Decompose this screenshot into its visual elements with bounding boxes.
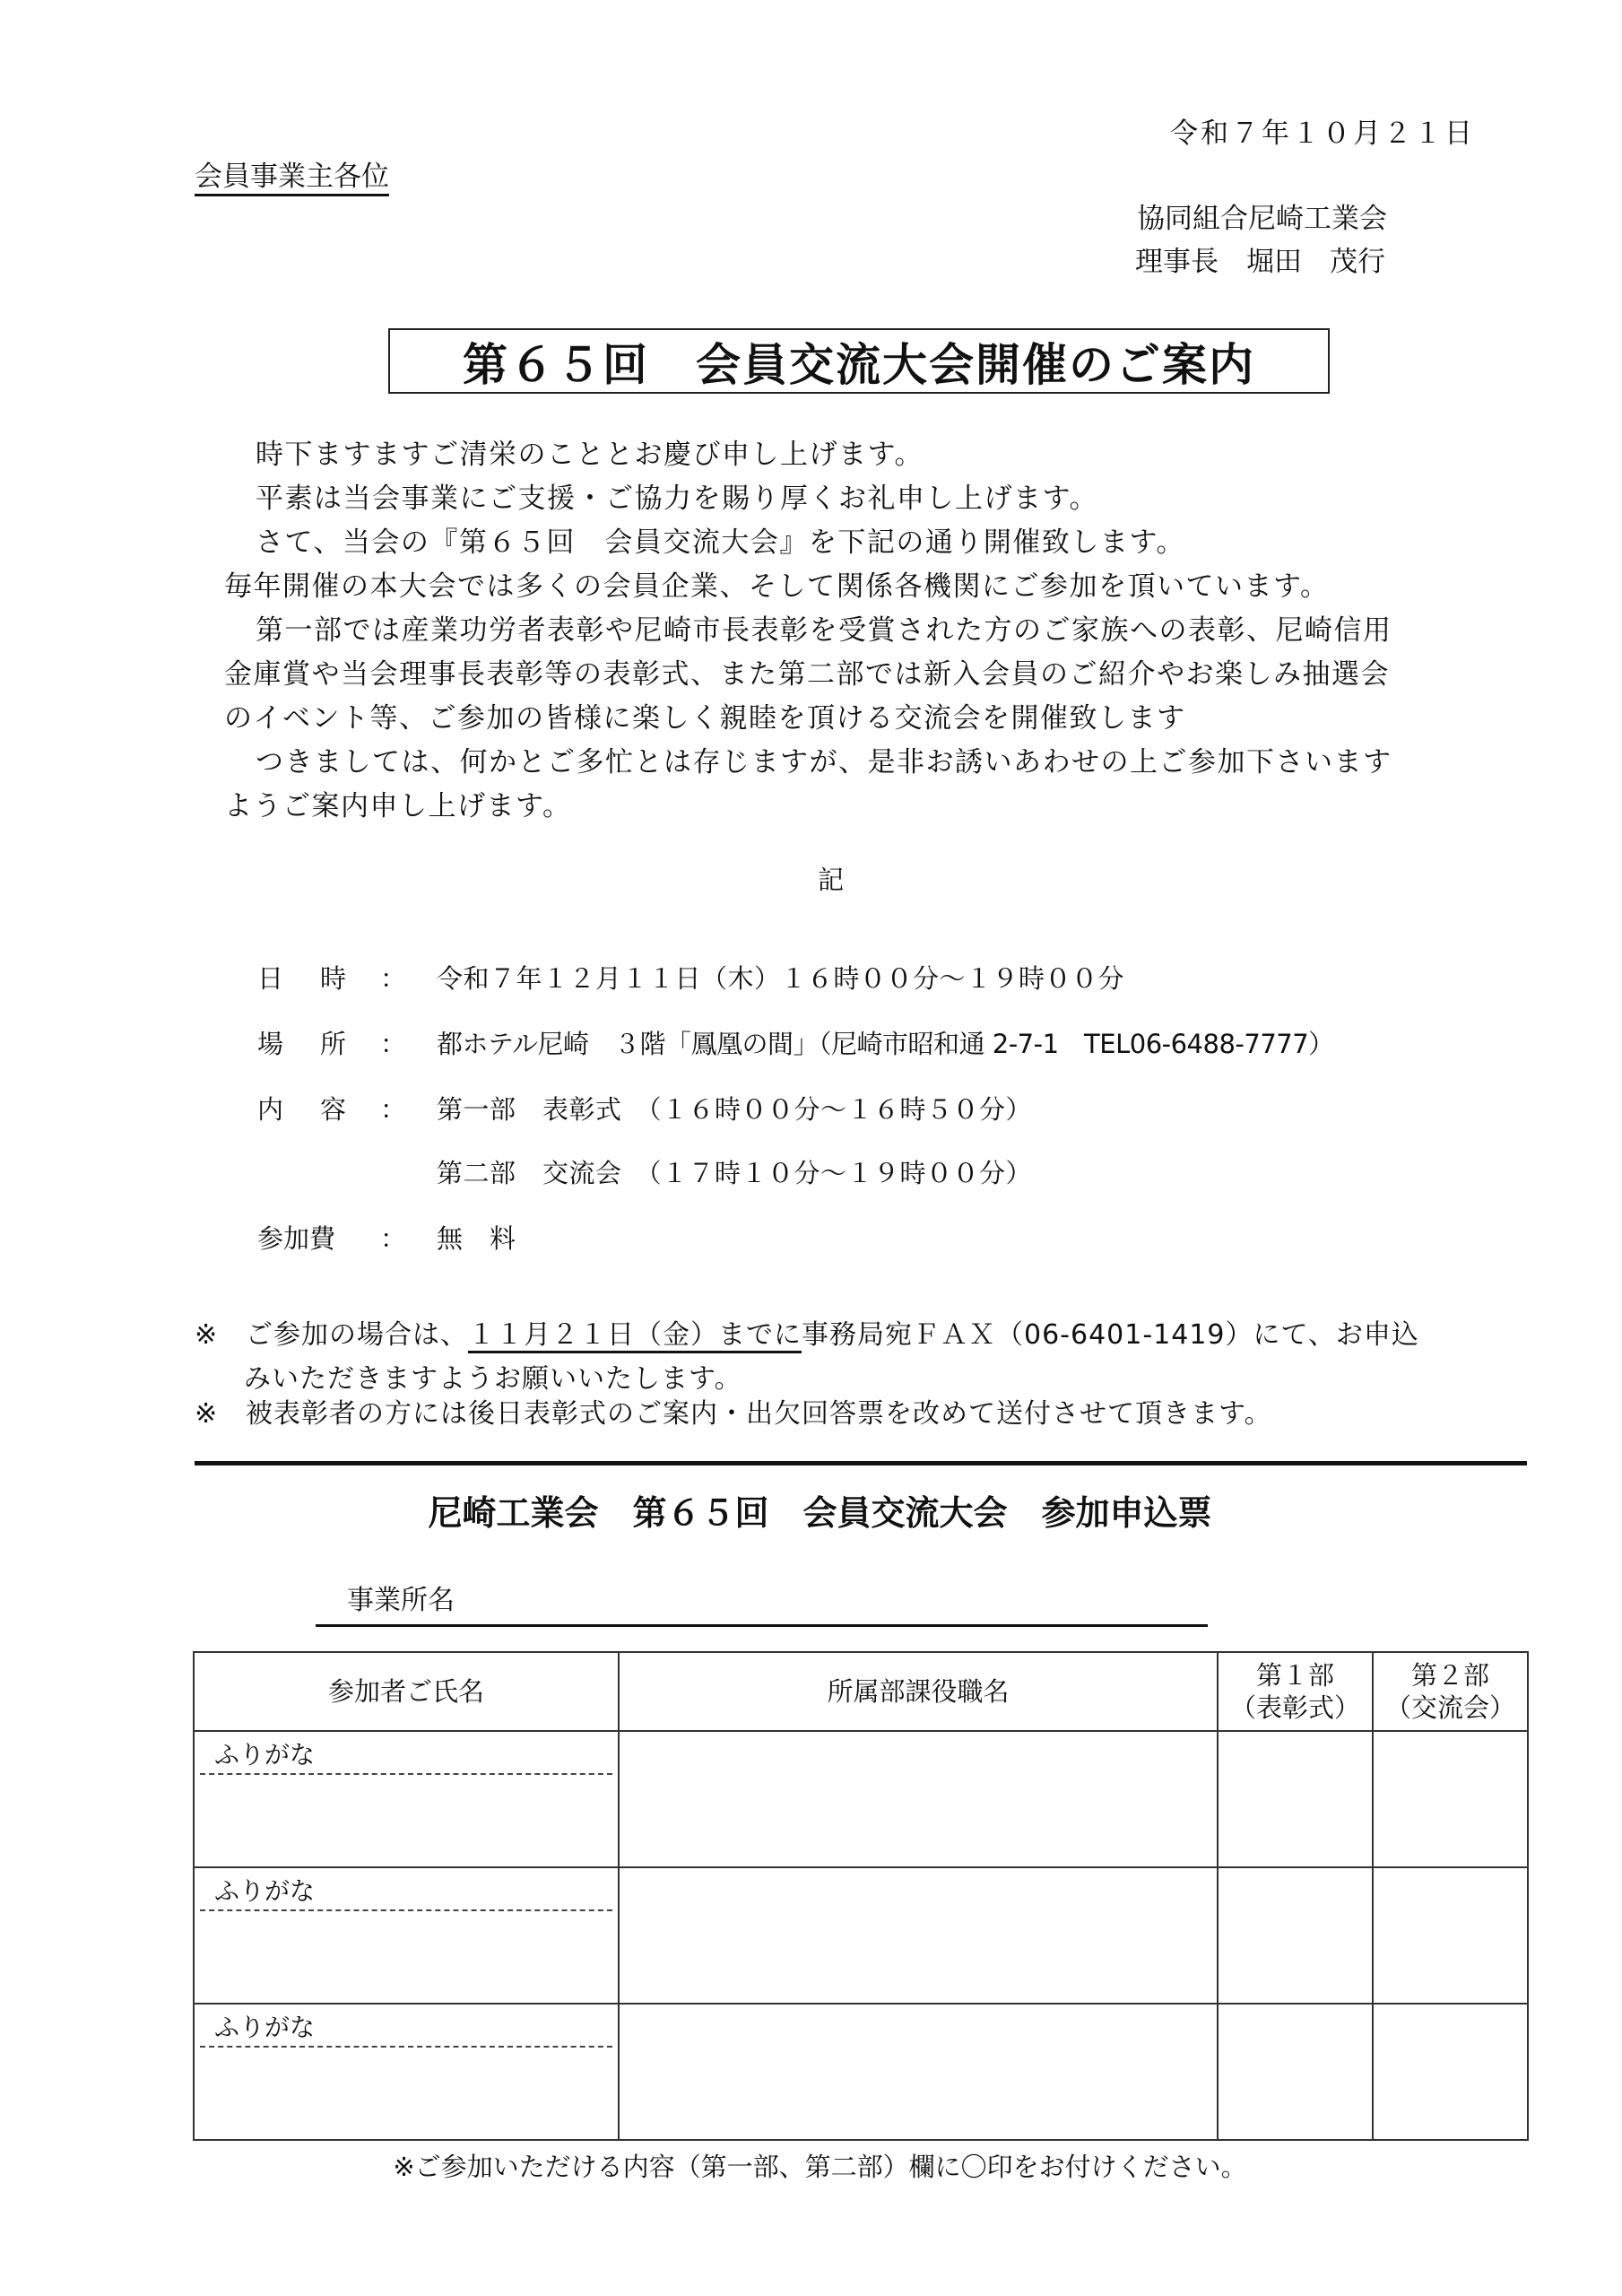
entry-table — [193, 1651, 1529, 2141]
col-header-part1-line2: （表彰式） — [1229, 1692, 1360, 1723]
detail-label-content: 内 容 — [257, 1094, 352, 1125]
note-mark: ※ — [195, 1398, 219, 1430]
note-1-continued: みいただきますようお願いいたします。 — [244, 1363, 742, 1395]
organization-name: 協同組合尼崎工業会 — [1137, 203, 1387, 235]
note-1-post: 事務局宛ＦＡＸ（06-6401-1419）にて、お申込 — [802, 1319, 1419, 1351]
col-header-name: 参加者ご氏名 — [194, 1652, 619, 1731]
note-2: 被表彰者の方には後日表彰式のご案内・出欠回答票を改めて送付させて頂きます。 — [246, 1398, 1272, 1430]
furigana-label: ふりがな — [200, 1732, 612, 1775]
body-line: 毎年開催の本大会では多くの会員企業、そして関係各機関にご参加を頂いています。 — [224, 570, 1330, 603]
detail-value-venue: 都ホテル尼崎 ３階「鳳凰の間」（尼崎市昭和通 2-7-1 TEL06-6488-7777） — [437, 1029, 1334, 1059]
part1-cell[interactable] — [1218, 1867, 1373, 2004]
participant-name-cell[interactable] — [194, 1731, 619, 1867]
note-1-pre: ご参加の場合は、 — [246, 1319, 468, 1351]
dept-cell[interactable] — [619, 1867, 1218, 2004]
detail-value-fee: 無 料 — [437, 1223, 516, 1254]
note-1 — [246, 1319, 1419, 1351]
table-row — [194, 1867, 1528, 2004]
office-name-field[interactable] — [316, 1624, 1208, 1627]
part1-cell[interactable] — [1218, 2004, 1373, 2140]
body-line: 平素は当会事業にご支援・ご協力を賜り厚くお礼申し上げます。 — [256, 483, 1099, 515]
body-line: 第一部では産業功労者表彰や尼崎市長表彰を受賞された方のご家族への表彰、尼崎信用 — [256, 614, 1392, 647]
dept-cell[interactable] — [619, 1731, 1218, 1867]
body-line: のイベント等、ご参加の皆様に楽しく親睦を頂ける交流会を開催致します — [224, 702, 1186, 735]
col-header-part2-line1: 第２部 — [1410, 1659, 1489, 1691]
detail-value-datetime: 令和７年１２月１１日（木）１６時００分～１９時００分 — [437, 963, 1125, 994]
part2-cell[interactable] — [1373, 2004, 1528, 2140]
detail-colon: ： — [380, 1029, 407, 1059]
detail-colon: ： — [380, 1094, 407, 1125]
table-row — [194, 2004, 1528, 2140]
section-separator — [195, 1461, 1527, 1465]
detail-label-fee: 参加費 — [257, 1223, 336, 1254]
ki-heading: 記 — [818, 865, 845, 895]
body-line: ようご案内申し上げます。 — [224, 790, 572, 822]
detail-label-venue: 場 所 — [257, 1029, 352, 1059]
body-line: さて、当会の『第６５回 会員交流大会』を下記の通り開催致します。 — [256, 526, 1185, 559]
detail-value-part2: 第二部 交流会 （１７時１０分～１９時００分） — [437, 1158, 1033, 1188]
addressee: 会員事業主各位 — [195, 163, 389, 196]
col-header-part2 — [1373, 1652, 1528, 1731]
participant-name-cell[interactable] — [194, 2004, 619, 2140]
dept-cell[interactable] — [619, 2004, 1218, 2140]
body-line: 時下ますますご清栄のこととお慶び申し上げます。 — [256, 439, 924, 471]
part1-cell[interactable] — [1218, 1731, 1373, 1867]
furigana-label: ふりがな — [200, 2005, 612, 2048]
part2-cell[interactable] — [1373, 1867, 1528, 2004]
form-title: 尼崎工業会 第６５回 会員交流大会 参加申込票 — [428, 1493, 1212, 1533]
body-line: 金庫賞や当会理事長表彰等の表彰式、また第二部では新入会員のご紹介やお楽しみ抽選会 — [224, 658, 1390, 691]
detail-colon: ： — [380, 1223, 407, 1254]
detail-label-datetime: 日 時 — [257, 963, 352, 994]
document-date: 令和７年１０月２１日 — [1170, 117, 1475, 150]
detail-colon: ： — [380, 963, 407, 994]
col-header-part2-line2: （交流会） — [1384, 1692, 1515, 1723]
title-box — [388, 328, 1330, 394]
form-footer-note: ※ご参加いただける内容（第一部、第二部）欄に〇印をお付けください。 — [393, 2152, 1247, 2182]
col-header-part1 — [1218, 1652, 1373, 1731]
sender-name: 理事長 堀田 茂行 — [1135, 246, 1385, 278]
document-title: 第６５回 会員交流大会開催のご案内 — [463, 338, 1255, 391]
note-mark: ※ — [195, 1319, 219, 1351]
part2-cell[interactable] — [1373, 1731, 1528, 1867]
office-name-label: 事業所名 — [347, 1585, 455, 1616]
table-row — [194, 1731, 1528, 1867]
table-header-row — [194, 1652, 1528, 1731]
body-line: つきましては、何かとご多忙とは存じますが、是非お誘いあわせの上ご参加下さいます — [256, 746, 1392, 778]
detail-value-part1: 第一部 表彰式 （１６時００分～１６時５０分） — [437, 1094, 1033, 1125]
col-header-part1-line1: 第１部 — [1255, 1659, 1334, 1691]
note-1-deadline: １１月２１日（金）までに — [468, 1319, 802, 1353]
furigana-label: ふりがな — [200, 1868, 612, 1911]
col-header-dept: 所属部課役職名 — [619, 1652, 1218, 1731]
participant-name-cell[interactable] — [194, 1867, 619, 2004]
